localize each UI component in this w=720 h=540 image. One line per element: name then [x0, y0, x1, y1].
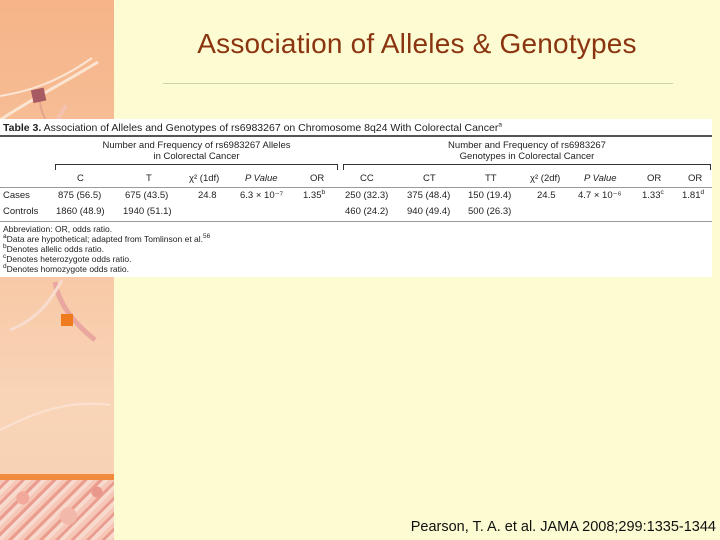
footnote-text: Abbreviation: OR, odds ratio.	[3, 224, 113, 234]
cell-or3-marker: d	[700, 188, 705, 196]
col-header-tt: TT	[485, 173, 497, 184]
col-header-c: C	[77, 173, 84, 184]
table-image	[0, 119, 712, 277]
col-header-or3: OR	[688, 173, 703, 184]
footnote-marker: b	[3, 243, 7, 251]
col-header-p1: P Value	[245, 173, 278, 184]
cell-or1	[303, 189, 325, 203]
genotypes-group-line1: Number and Frequency of rs6983267	[448, 140, 606, 151]
col-header-chi2: χ² (2df)	[530, 173, 561, 184]
col-header-or2: OR	[647, 173, 662, 184]
cell-p1: 6.3 × 10⁻⁷	[240, 190, 284, 201]
cell-cc: 460 (24.2)	[345, 206, 389, 217]
footnote-d	[3, 264, 129, 274]
cell-or1-marker: b	[321, 188, 326, 196]
footnote-text: Data are hypothetical; adapted from Tomlinson et al.	[6, 234, 204, 244]
cell-c: 1860 (48.9)	[56, 206, 105, 217]
table-caption-text: Association of Alleles and Genotypes of rs6983267 on Chromosome 8q24 With Colorectal Cancer	[41, 122, 499, 134]
cell-or2-marker: c	[660, 188, 664, 196]
cell-ct: 940 (49.4)	[407, 206, 451, 217]
table-top-rule	[0, 135, 712, 137]
col-header-cc: CC	[360, 173, 374, 184]
footnote-marker: d	[3, 263, 7, 271]
col-header-ct: CT	[423, 173, 436, 184]
col-header-or1: OR	[310, 173, 325, 184]
cell-p2: 4.7 × 10⁻⁶	[578, 190, 622, 201]
table-number: Table 3.	[3, 122, 42, 134]
table-row	[0, 205, 712, 219]
alleles-group-header	[55, 140, 338, 162]
cell-or2	[642, 189, 664, 203]
column-header-row	[0, 172, 712, 186]
footnote-abbreviation	[3, 224, 112, 234]
decorative-pattern	[0, 480, 114, 540]
col-header-p2: P Value	[584, 173, 617, 184]
cell-chi2: 24.5	[537, 190, 556, 201]
cell-cc: 250 (32.3)	[345, 190, 389, 201]
cell-t: 1940 (51.1)	[123, 206, 172, 217]
table-row	[0, 189, 712, 203]
title-divider	[163, 83, 673, 84]
cell-or2-value: 1.33	[642, 190, 661, 201]
footnote-marker: a	[3, 233, 7, 241]
footnote-a	[3, 234, 210, 244]
citation: Pearson, T. A. et al. JAMA 2008;299:1335-1344	[410, 519, 716, 535]
genotypes-group-header	[343, 140, 711, 162]
col-header-chi1: χ² (1df)	[189, 173, 220, 184]
cell-chi1: 24.8	[198, 190, 217, 201]
footnote-text: Denotes heterozygote odds ratio.	[6, 254, 132, 264]
cell-tt: 150 (19.4)	[468, 190, 512, 201]
cell-or3-value: 1.81	[682, 190, 701, 201]
footnote-marker: c	[3, 253, 7, 261]
footnote-b	[3, 244, 104, 254]
cell-tt: 500 (26.3)	[468, 206, 512, 217]
alleles-group-bracket	[55, 164, 338, 165]
col-header-t: T	[146, 173, 152, 184]
footnote-text: Denotes homozygote odds ratio.	[6, 264, 130, 274]
genotypes-group-line2: Genotypes in Colorectal Cancer	[459, 151, 595, 162]
cell-or3	[682, 189, 704, 203]
cell-c: 875 (56.5)	[58, 190, 102, 201]
header-rule	[0, 187, 712, 188]
cell-or1-value: 1.35	[303, 190, 322, 201]
body-bottom-rule	[0, 221, 712, 222]
genotypes-group-bracket	[343, 164, 711, 165]
footnote-reference: 56	[203, 233, 211, 241]
alleles-group-line2: in Colorectal Cancer	[153, 151, 240, 162]
alleles-group-line1: Number and Frequency of rs6983267 Alleles	[102, 140, 291, 151]
slide-title: Association of Alleles & Genotypes	[197, 28, 637, 59]
caption-footnote-marker: a	[498, 121, 502, 129]
cell-t: 675 (43.5)	[125, 190, 169, 201]
footnote-c	[3, 254, 131, 264]
table-caption	[3, 122, 502, 134]
row-label: Cases	[3, 190, 30, 201]
row-label: Controls	[3, 206, 39, 217]
footnote-text: Denotes allelic odds ratio.	[6, 244, 104, 254]
cell-ct: 375 (48.4)	[407, 190, 451, 201]
